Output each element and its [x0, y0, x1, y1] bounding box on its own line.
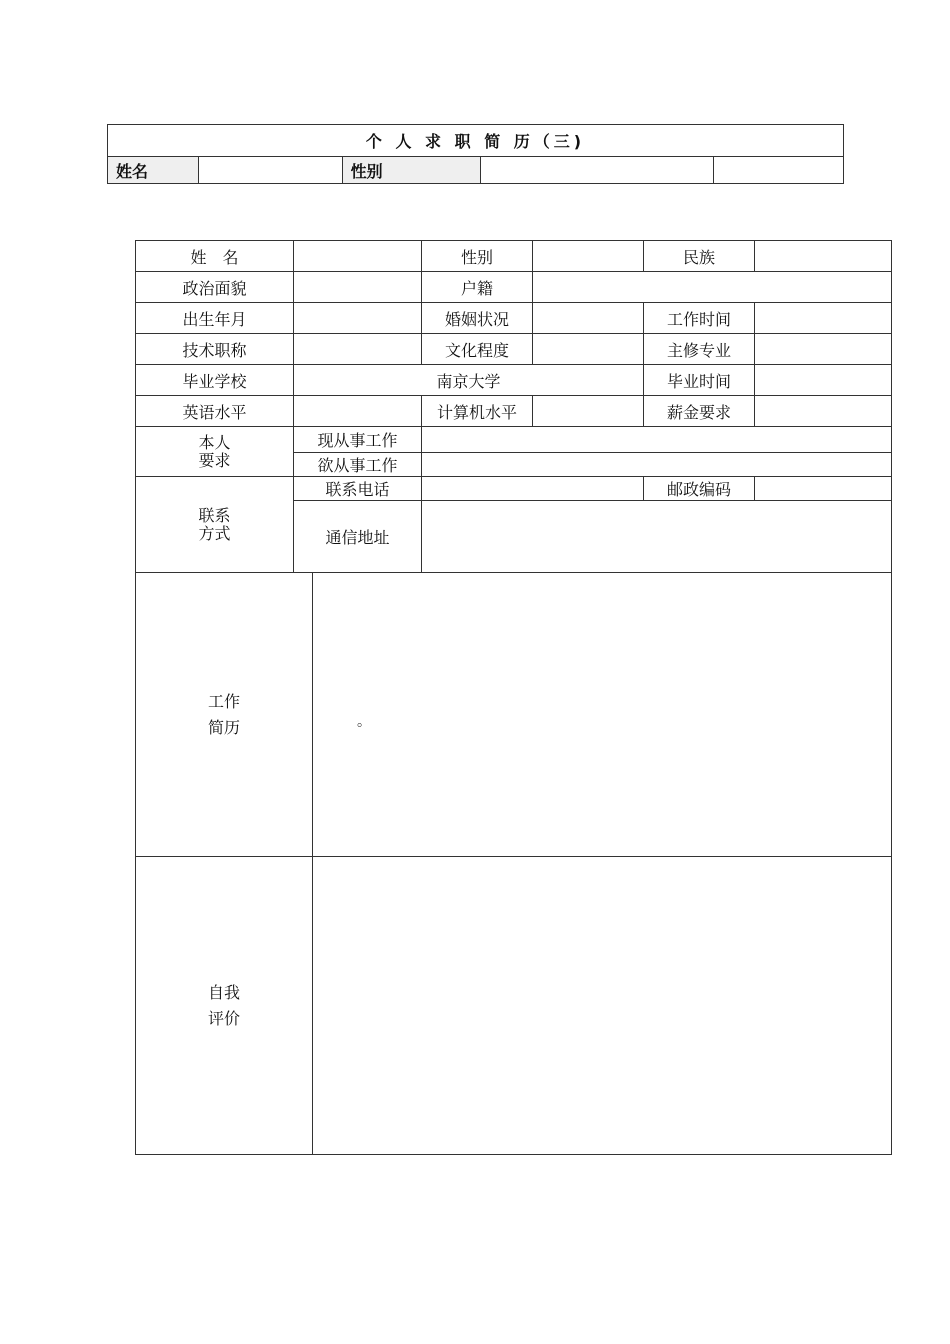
self-evaluation-label [136, 857, 313, 1155]
address-label: 通信地址 [294, 501, 422, 573]
desired-job-value[interactable] [422, 453, 892, 477]
birth-date-value[interactable] [294, 303, 422, 334]
ethnicity-label: 民族 [644, 241, 755, 272]
work-time-label: 工作时间 [644, 303, 755, 334]
contact-label [136, 477, 294, 573]
postal-code-value[interactable] [755, 477, 892, 501]
work-history-label [136, 573, 313, 857]
self-evaluation-line2: 评价 [207, 1008, 240, 1028]
resume-form [135, 240, 892, 1155]
name-label: 姓 名 [136, 241, 294, 272]
work-history-line1: 工作 [207, 691, 240, 711]
graduation-time-label: 毕业时间 [644, 365, 755, 396]
salary-requirement-value[interactable] [755, 396, 892, 427]
header-name-value[interactable] [198, 157, 342, 184]
header-table [107, 124, 844, 184]
education-level-value[interactable] [533, 334, 644, 365]
technical-title-value[interactable] [294, 334, 422, 365]
gender-label: 性别 [422, 241, 533, 272]
phone-label: 联系电话 [294, 477, 422, 501]
header-name-label: 姓名 [108, 157, 199, 184]
marital-status-value[interactable] [533, 303, 644, 334]
phone-value[interactable] [422, 477, 644, 501]
self-evaluation-line1: 自我 [207, 982, 240, 1002]
political-status-label: 政治面貌 [136, 272, 294, 303]
major-label: 主修专业 [644, 334, 755, 365]
current-job-value[interactable] [422, 427, 892, 453]
work-time-value[interactable] [755, 303, 892, 334]
english-level-label: 英语水平 [136, 396, 294, 427]
header-gender-label: 性别 [342, 157, 480, 184]
work-history-line2: 简历 [207, 717, 240, 737]
personal-requirements-line1: 本人 [198, 432, 231, 452]
gender-value[interactable] [533, 241, 644, 272]
desired-job-label: 欲从事工作 [294, 453, 422, 477]
english-level-value[interactable] [294, 396, 422, 427]
hukou-label: 户籍 [422, 272, 533, 303]
computer-level-value[interactable] [533, 396, 644, 427]
postal-code-label: 邮政编码 [644, 477, 755, 501]
education-level-label: 文化程度 [422, 334, 533, 365]
salary-requirement-label: 薪金要求 [644, 396, 755, 427]
political-status-value[interactable] [294, 272, 422, 303]
work-history-content[interactable] [313, 573, 892, 857]
ethnicity-value[interactable] [755, 241, 892, 272]
technical-title-label: 技术职称 [136, 334, 294, 365]
work-history-mark: 。 [357, 714, 371, 730]
birth-date-label: 出生年月 [136, 303, 294, 334]
address-value[interactable] [422, 501, 892, 573]
header-extra-cell[interactable] [714, 157, 844, 184]
header-gender-value[interactable] [480, 157, 714, 184]
contact-line2: 方式 [198, 523, 231, 543]
computer-level-label: 计算机水平 [422, 396, 533, 427]
current-job-label: 现从事工作 [294, 427, 422, 453]
graduate-school-label: 毕业学校 [136, 365, 294, 396]
name-value[interactable] [294, 241, 422, 272]
contact-line1: 联系 [198, 505, 231, 525]
personal-requirements-line2: 要求 [198, 450, 231, 470]
marital-status-label: 婚姻状况 [422, 303, 533, 334]
personal-requirements-label [136, 427, 294, 477]
resume-title: 个 人 求 职 简 历（三) [108, 125, 844, 157]
graduate-school-value[interactable]: 南京大学 [294, 365, 644, 396]
hukou-value[interactable] [533, 272, 892, 303]
major-value[interactable] [755, 334, 892, 365]
self-evaluation-content[interactable] [313, 857, 892, 1155]
graduation-time-value[interactable] [755, 365, 892, 396]
